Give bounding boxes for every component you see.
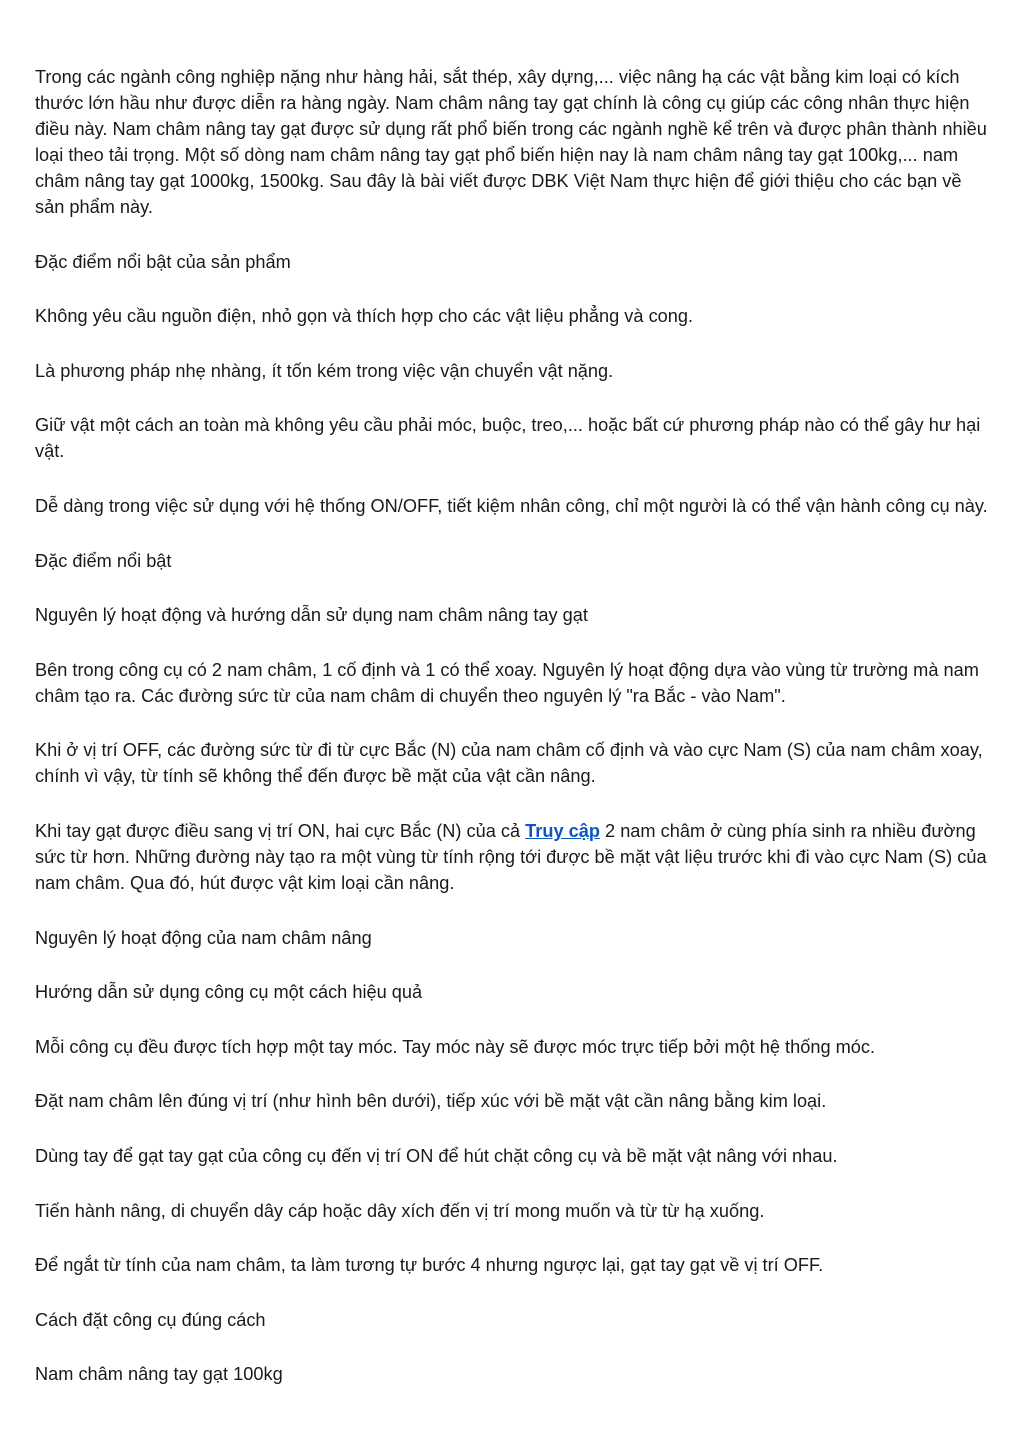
usage-step-lift: Tiến hành nâng, di chuyển dây cáp hoặc dây xích đến vị trí mong muốn và từ từ hạ xuống. (35, 1200, 765, 1221)
feature-safe-hold: Giữ vật một cách an toàn mà không yêu cầu phải móc, buộc, treo,... hoặc bất cứ phương pháp nào có thể gây hư hại vật. (35, 415, 981, 462)
principle-paragraph: Bên trong công cụ có 2 nam châm, 1 cố định và 1 có thể xoay. Nguyên lý hoạt động dựa vào vùng từ trường mà nam châm tạo ra. Các đường sức từ của nam châm di chuyển theo nguyên lý "ra Bắc - vào Nam". (35, 659, 979, 706)
image-caption-placement: Cách đặt công cụ đúng cách (35, 1309, 266, 1330)
feature-no-power: Không yêu cầu nguồn điện, nhỏ gọn và thích hợp cho các vật liệu phẳng và cong. (35, 306, 694, 327)
truy-cap-link[interactable]: Truy cập (525, 820, 600, 841)
feature-easy-use: Dễ dàng trong việc sử dụng với hệ thống ON/OFF, tiết kiệm nhân công, chỉ một người là có thể vận hành công cụ này. (35, 495, 988, 516)
usage-step-place: Đặt nam châm lên đúng vị trí (như hình bên dưới), tiếp xúc với bề mặt vật cần nâng bằng kim loại. (35, 1091, 827, 1112)
on-position-text-before: Khi tay gạt được điều sang vị trí ON, hai cực Bắc (N) của cả (35, 820, 526, 841)
section-heading-100kg: Nam châm nâng tay gạt 100kg (35, 1364, 283, 1385)
image-caption-features: Đặc điểm nổi bật (35, 550, 172, 571)
on-position-text-after: 2 nam châm ở cùng phía sinh ra nhiều đường sức từ hơn. Những đường này tạo ra một vùng từ tính rộng tới được bề mặt vật liệu trước khi đi vào cực Nam (S) của nam châm. Qua đó, hút được vật kim loại cần nâng. (35, 820, 987, 893)
section-heading-usage: Hướng dẫn sử dụng công cụ một cách hiệu quả (35, 982, 423, 1003)
section-heading-principle: Nguyên lý hoạt động và hướng dẫn sử dụng nam châm nâng tay gạt (35, 605, 588, 626)
feature-low-cost: Là phương pháp nhẹ nhàng, ít tốn kém trong việc vận chuyển vật nặng. (35, 360, 614, 381)
document-page (35, 64, 995, 1416)
off-position-paragraph: Khi ở vị trí OFF, các đường sức từ đi từ cực Bắc (N) của nam châm cố định và vào cực Nam (S) của nam châm xoay, chính vì vậy, từ tính sẽ không thể đến được bề mặt của vật cần nâng. (35, 740, 983, 787)
usage-step-switch-on: Dùng tay để gạt tay gạt của công cụ đến vị trí ON để hút chặt công cụ và bề mặt vật nâng với nhau. (35, 1145, 838, 1166)
intro-paragraph: Trong các ngành công nghiệp nặng như hàng hải, sắt thép, xây dựng,... việc nâng hạ các vật bằng kim loại có kích thước lớn hầu như được diễn ra hàng ngày. Nam châm nâng tay gạt chính là công cụ giúp các công nhân thực hiện điều này. Nam châm nâng tay gạt được sử dụng rất phổ biến trong các ngành nghề kể trên và được phân thành nhiều loại theo tải trọng. Một số dòng nam châm nâng tay gạt phổ biến hiện nay là nam châm nâng tay gạt 100kg,... nam châm nâng tay gạt 1000kg, 1500kg. Sau đây là bài viết được DBK Việt Nam thực hiện để giới thiệu cho các bạn về sản phẩm này. (35, 67, 987, 217)
section-heading-features: Đặc điểm nổi bật của sản phẩm (35, 251, 291, 272)
usage-step-hook: Mỗi công cụ đều được tích hợp một tay móc. Tay móc này sẽ được móc trực tiếp bởi một hệ thống móc. (35, 1036, 876, 1057)
on-position-paragraph (35, 818, 995, 896)
usage-step-switch-off: Để ngắt từ tính của nam châm, ta làm tương tự bước 4 nhưng ngược lại, gạt tay gạt về vị trí OFF. (35, 1255, 824, 1276)
image-caption-principle: Nguyên lý hoạt động của nam châm nâng (35, 927, 372, 948)
